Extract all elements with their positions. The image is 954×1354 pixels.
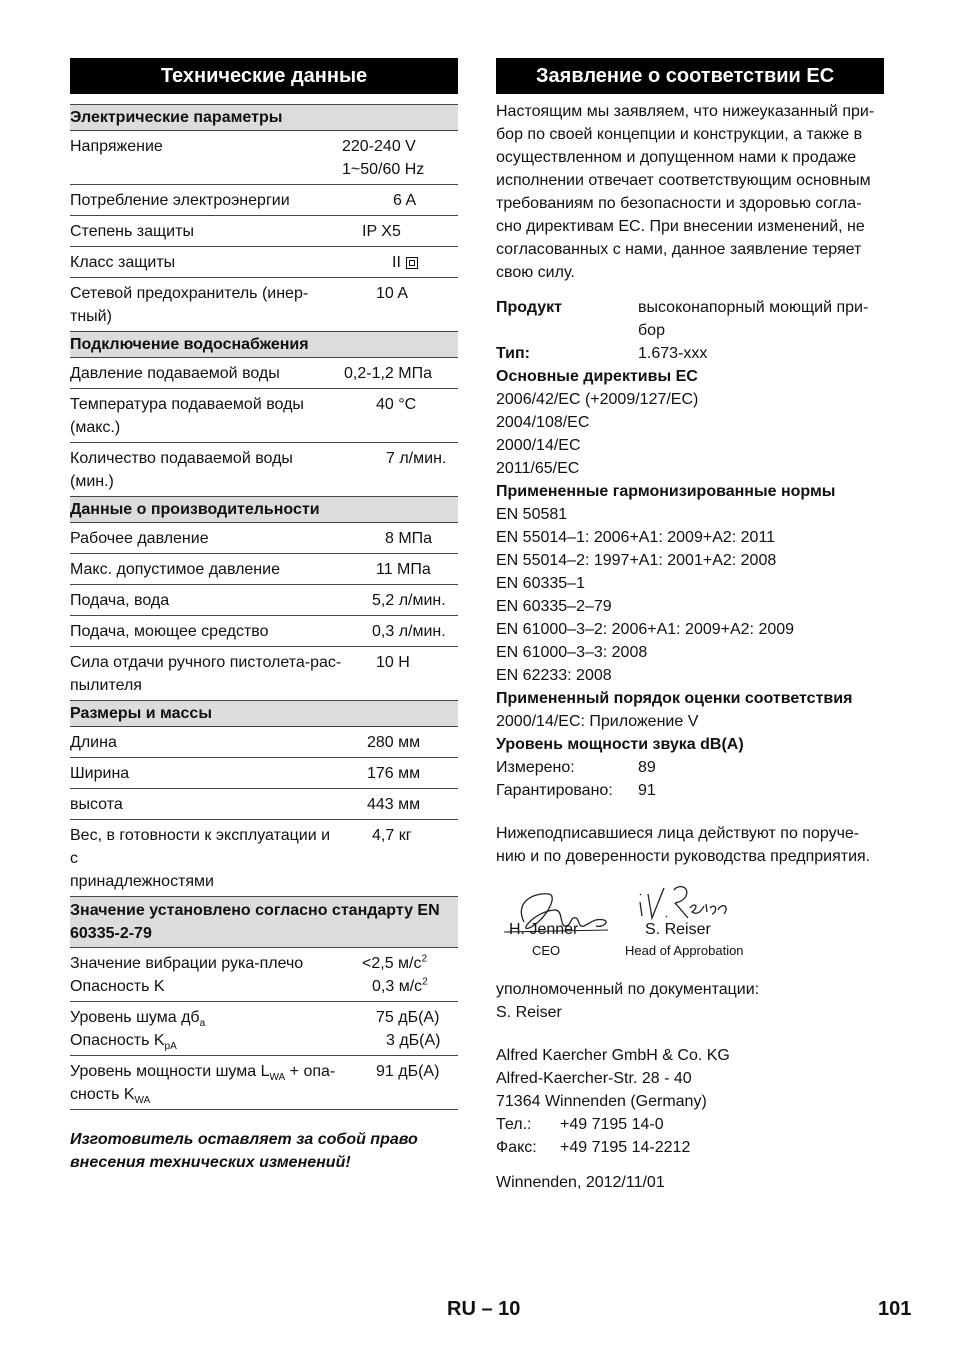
spec-row-water-pressure: Давление подаваемой воды 0,2-1,2 МПа xyxy=(70,358,458,389)
spec-row-noise: Уровень шума $дб_a$ Опасность $K_{pA}$ 75 дБ(A) 3 дБ(A) xyxy=(70,1002,458,1056)
technical-data-title: Технические данные xyxy=(70,58,458,94)
ec-declaration-column xyxy=(496,58,884,1194)
spec-row-fuse: Сетевой предохранитель (инер- тный) 10 A xyxy=(70,278,458,332)
declaration-intro: Настоящим мы заявляем, что нижеуказанный при- бор по своей концепции и конструкции, а также в осуществленном и допущенном нами к продаже исполнении отвечает соответствующим основным требованиям по безопасности и здоровью согла- сно директивам ЕС. При внесении изменений, не согласованных с нами, данное заявление теряет свою силу. xyxy=(496,103,875,281)
footer-section-label: RU – 10 xyxy=(447,1298,521,1320)
spec-row-width: Ширина 176 мм xyxy=(70,758,458,789)
technical-data-column xyxy=(70,58,458,1174)
signers-text: Нижеподписавшиеся лица действуют по поруче- нию и по доверенности руководства предприятия. xyxy=(496,825,871,865)
manufacturer-note: Изготовитель оставляет за собой право внесения технических изменений! xyxy=(70,1131,418,1171)
spec-row-recoil-force: Сила отдачи ручного пистолета-рас- пылителя 10 Н xyxy=(70,647,458,701)
authorized-person: уполномоченный по документации: S. Reiser xyxy=(496,981,760,1021)
ec-declaration-title: Заявление о соответствии ЕС xyxy=(496,58,884,94)
spec-row-power-consumption: Потребление электроэнергии 6 A xyxy=(70,185,458,216)
spec-row-water-quantity: Количество подаваемой воды (мин.) 7 л/мин. xyxy=(70,443,458,497)
section-standard-values: Значение установлено согласно стандарту EN 60335-2-79 xyxy=(70,897,458,948)
spec-row-vibration: Значение вибрации рука-плечо Опасность K <2,5 $м/с^2$ 0,3 $м/с^2$ xyxy=(70,948,458,1002)
signer1-title: CEO xyxy=(532,943,561,958)
spec-row-detergent-flow: Подача, моющее средство 0,3 л/мин. xyxy=(70,616,458,647)
section-performance: Данные о производительности xyxy=(70,497,458,523)
page-number: 101 xyxy=(878,1298,912,1320)
spec-row-working-pressure: Рабочее давление 8 МПа xyxy=(70,523,458,554)
sound-power-heading: Уровень мощности звука dB(A) xyxy=(496,736,744,753)
protection-class-ii-icon xyxy=(406,257,418,269)
signatures xyxy=(496,868,884,978)
spec-row-water-flow: Подача, вода 5,2 л/мин. xyxy=(70,585,458,616)
guaranteed-row: Гарантировано: 91 xyxy=(496,782,656,799)
section-electrical: Электрические параметры xyxy=(70,105,458,131)
spec-row-length: Длина 280 мм xyxy=(70,727,458,758)
norms-list: EN 50581 EN 55014–1: 2006+A1: 2009+A2: 2011 EN 55014–2: 1997+A1: 2001+A2: 2008 EN 60335–1 EN 60335–2–79 EN 61000–3–2: 2006+A1: 2009+A2: 2009 EN 61000–3–3: 2008 EN 62233: 2008 xyxy=(496,506,795,684)
spec-row-protection-class: Класс защиты II xyxy=(70,247,458,278)
measured-row: Измерено: 89 xyxy=(496,759,656,776)
signer1-name: H. Jenner xyxy=(509,921,579,938)
spec-table xyxy=(70,104,458,1110)
procedure-value: 2000/14/EC: Приложение V xyxy=(496,713,699,730)
spec-row-weight: Вес, в готовности к эксплуатации и с принадлежностями 4,7 кг xyxy=(70,820,458,897)
spec-row-sound-power: Уровень мощности шума $L_{WA} + опа-$ сность $K_{WA}$ 91 дБ(A) xyxy=(70,1056,458,1110)
place-date: Winnenden, 2012/11/01 xyxy=(496,1174,665,1191)
spec-row-protection-degree: Степень защиты IP X5 xyxy=(70,216,458,247)
signer2-name: S. Reiser xyxy=(645,921,711,938)
procedure-heading: Примененный порядок оценки соответствия xyxy=(496,690,853,707)
spec-row-height: высота 443 мм xyxy=(70,789,458,820)
company-address: Alfred Kaercher GmbH & Co. KG Alfred-Kaercher-Str. 28 - 40 71364 Winnenden (Germany) xyxy=(496,1047,730,1110)
fax-row: Факс: +49 7195 14-2212 xyxy=(496,1139,691,1156)
section-dimensions: Размеры и массы xyxy=(70,701,458,727)
spec-row-voltage: Напряжение 220-240 V 1~50/60 Hz xyxy=(70,131,458,185)
signer2-title: Head of Approbation xyxy=(625,943,744,958)
directives-heading: Основные директивы ЕС xyxy=(496,368,698,385)
phone-row: Тел.: +49 7195 14-0 xyxy=(496,1116,664,1133)
spec-row-water-temperature: Температура подаваемой воды (макс.) 40 °C xyxy=(70,389,458,443)
norms-heading: Примененные гармонизированные нормы xyxy=(496,483,836,500)
section-water-supply: Подключение водоснабжения xyxy=(70,332,458,358)
product-row: Продукт высоконапорный моющий при- бор xyxy=(496,299,869,339)
directives-list: 2006/42/EC (+2009/127/EC) 2004/108/EC 2000/14/EC 2011/65/EC xyxy=(496,391,699,477)
spec-row-max-pressure: Макс. допустимое давление 11 МПа xyxy=(70,554,458,585)
type-row: Тип: 1.673-xxx xyxy=(496,345,708,362)
